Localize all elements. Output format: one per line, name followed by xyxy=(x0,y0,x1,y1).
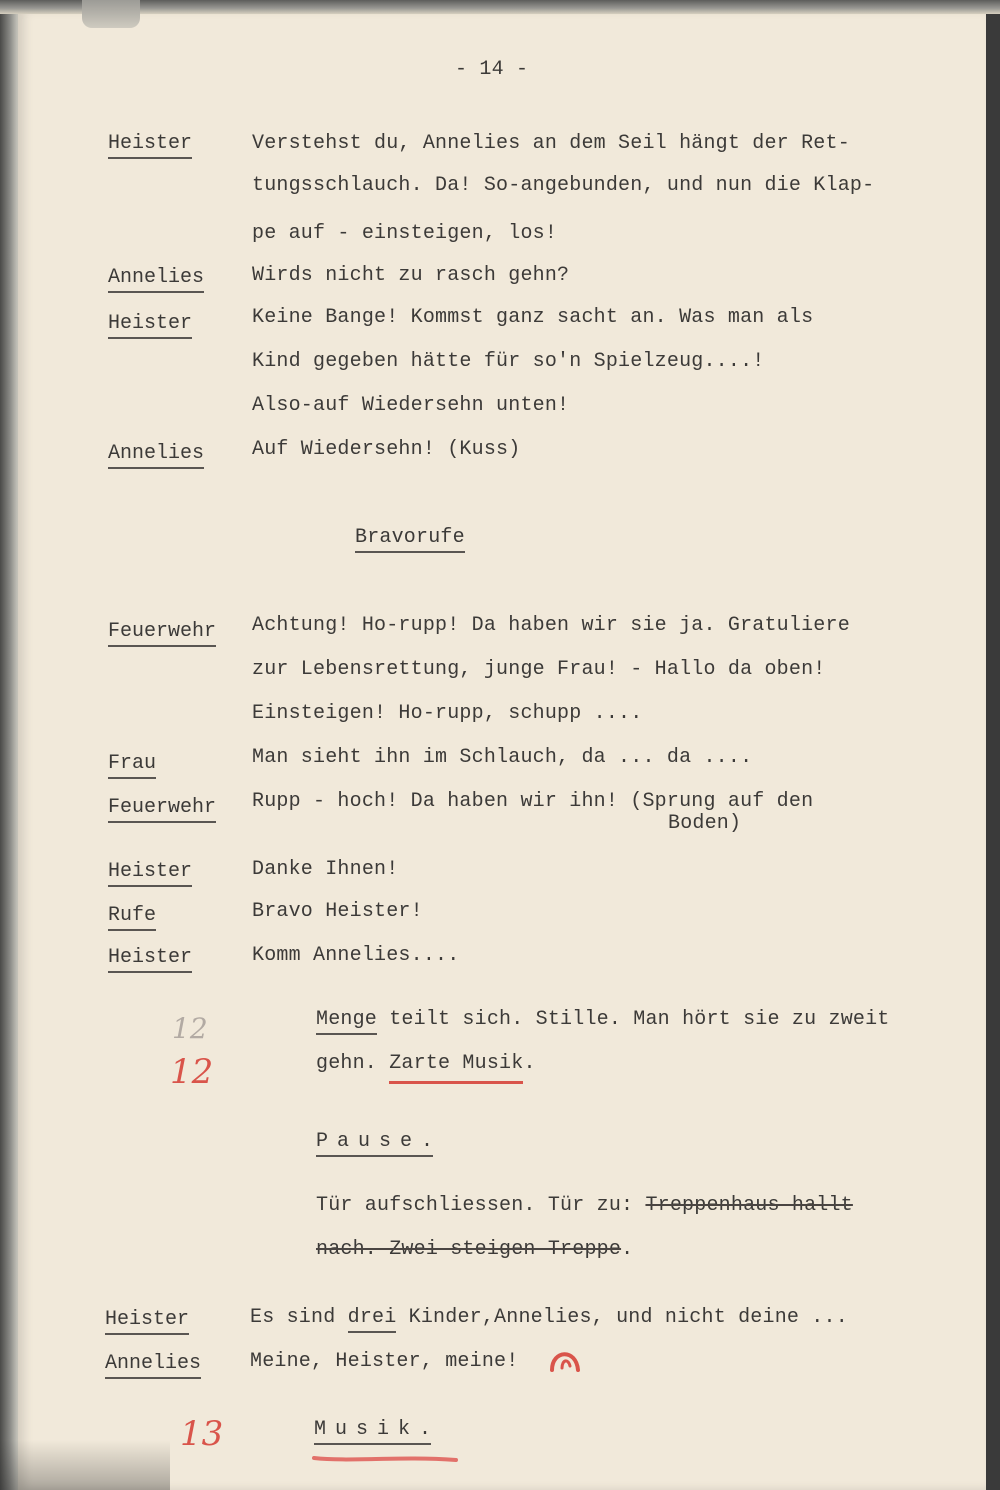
stage-direction-bravorufe: Bravorufe xyxy=(355,526,465,553)
speaker-label: Annelies xyxy=(105,1352,201,1379)
handwritten-number-grey: 12 xyxy=(172,1012,208,1045)
binder-clip xyxy=(82,0,140,28)
dialogue-line: Es sind drei Kinder,Annelies, und nicht deine ... xyxy=(250,1306,848,1329)
stage-direction-menge-line2: gehn. Zarte Musik. xyxy=(316,1052,536,1075)
speaker-label: Rufe xyxy=(108,904,156,931)
dialogue-line: Wirds nicht zu rasch gehn? xyxy=(252,264,570,287)
stage-direction-tuer-line2: nach. Zwei steigen Treppe. xyxy=(316,1238,634,1261)
speaker-label: Heister xyxy=(108,312,192,339)
stage-direction-musik: Musik. xyxy=(314,1418,431,1441)
dialogue-line: Keine Bange! Kommst ganz sacht an. Was man als xyxy=(252,306,814,329)
dialogue-line: Auf Wiedersehn! (Kuss) xyxy=(252,438,521,461)
dialogue-line: Man sieht ihn im Schlauch, da ... da .... xyxy=(252,746,753,769)
dialogue-line: tungsschlauch. Da! So-angebunden, und nun die Klap- xyxy=(252,174,875,197)
dialogue-line: Bravo Heister! xyxy=(252,900,423,923)
red-underline-zarte-musik: Zarte Musik xyxy=(389,1052,523,1084)
speaker-label: Feuerwehr xyxy=(108,796,216,823)
stage-word-menge: Menge xyxy=(316,1008,377,1035)
stage-direction-pause: Pause. xyxy=(316,1130,433,1153)
binder-edge-top xyxy=(0,0,1000,14)
dialogue-line: Verstehst du, Annelies an dem Seil hängt der Ret- xyxy=(252,132,850,155)
dialogue-line: Also-auf Wiedersehn unten! xyxy=(252,394,570,417)
dialogue-line: Rupp - hoch! Da haben wir ihn! (Sprung auf den xyxy=(252,790,814,813)
speaker-label: Heister xyxy=(105,1308,189,1335)
red-underline-stroke xyxy=(310,1452,460,1466)
dialogue-line: Einsteigen! Ho-rupp, schupp .... xyxy=(252,702,643,725)
handwritten-number-red: 12 xyxy=(170,1052,214,1092)
dialogue-line: Meine, Heister, meine! xyxy=(250,1350,519,1373)
handwritten-number-red: 13 xyxy=(180,1414,224,1454)
red-insertion-mark-icon xyxy=(548,1340,582,1374)
stage-direction-tuer: Tür aufschliessen. Tür zu: Treppenhaus hallt xyxy=(316,1194,853,1217)
speaker-label: Heister xyxy=(108,946,192,973)
struck-text: nach. Zwei steigen Treppe xyxy=(316,1238,622,1261)
dialogue-line: Boden) xyxy=(668,812,742,835)
speaker-label: Heister xyxy=(108,860,192,887)
dialogue-line: Achtung! Ho-rupp! Da haben wir sie ja. Gratuliere xyxy=(252,614,850,637)
dialogue-line: pe auf - einsteigen, los! xyxy=(252,222,558,245)
stage-direction-menge: Menge teilt sich. Stille. Man hört sie zu zweit xyxy=(316,1008,890,1031)
binder-shadow xyxy=(0,1440,170,1490)
dialogue-line: Komm Annelies.... xyxy=(252,944,460,967)
speaker-label: Feuerwehr xyxy=(108,620,216,647)
page-number: - 14 - xyxy=(455,58,529,81)
dialogue-line: Kind gegeben hätte für so'n Spielzeug....! xyxy=(252,350,765,373)
speaker-label: Frau xyxy=(108,752,156,779)
dialogue-line: Danke Ihnen! xyxy=(252,858,399,881)
struck-text: Treppenhaus hallt xyxy=(645,1194,853,1217)
dialogue-line: zur Lebensrettung, junge Frau! - Hallo da oben! xyxy=(252,658,826,681)
speaker-label: Annelies xyxy=(108,266,204,293)
speaker-label: Annelies xyxy=(108,442,204,469)
speaker-label: Heister xyxy=(108,132,192,159)
